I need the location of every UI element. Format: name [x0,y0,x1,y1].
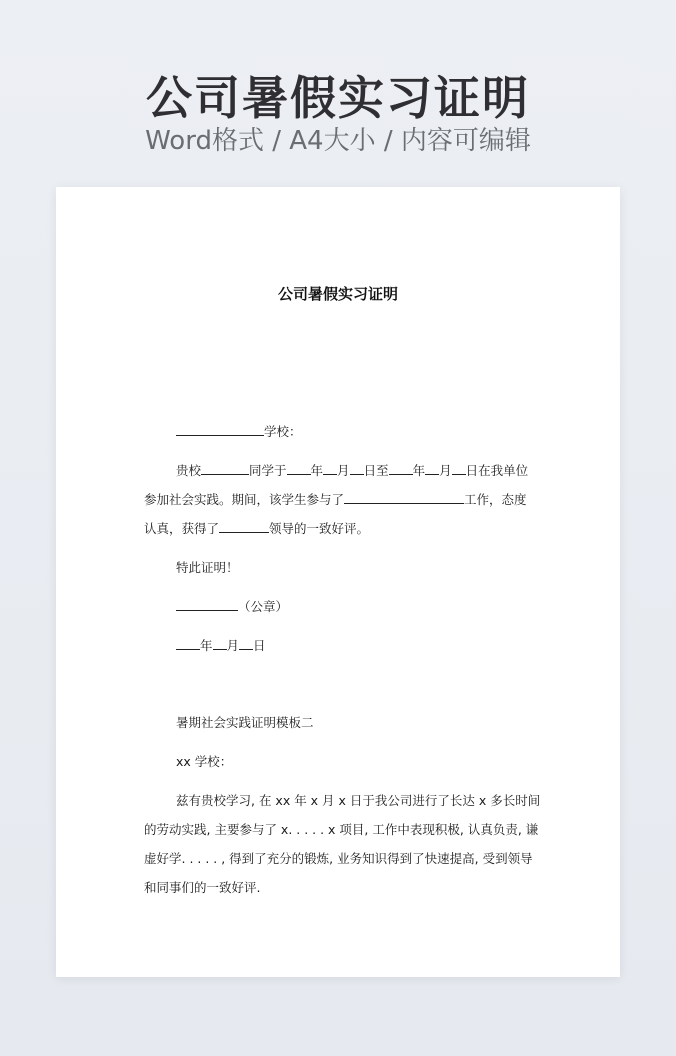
text-year2: 年 [412,463,426,478]
date-month: 月 [226,638,240,653]
blank-day2 [452,462,466,475]
seal-text: （公章） [238,599,289,614]
seal-blank [176,598,238,611]
document-page [56,187,620,977]
text-guixiao: 贵校 [176,463,202,478]
section2-school: xx 学校： [176,754,233,769]
blank-month2 [425,462,439,475]
document-body [144,417,541,902]
blank-year1 [287,462,311,475]
seal-line [144,592,528,621]
text-line2a: 参加社会实践。期间，该学生参与了 [144,492,345,507]
text-month1: 月 [337,463,350,478]
section2-heading: 暑期社会实践证明模板二 [176,715,314,730]
text-tongxueyu: 同学于 [249,463,287,478]
blank-year2 [389,462,413,475]
date-blank-month [213,637,227,650]
paragraph-main [144,456,528,543]
blank-name [201,462,249,475]
date-blank-day [239,637,253,650]
date-year: 年 [200,638,213,653]
document-title: 公司暑假实习证明 [277,285,398,303]
date-blank-year [176,637,200,650]
text-line3a: 认真，获得了 [144,521,220,536]
school-line [144,417,528,446]
blank-day1 [350,462,364,475]
text-year1: 年 [310,463,324,478]
section2-line3: 虚好学. . . . . , 得到了充分的锻炼, 业务知识得到了快速提高, 受到领导 [144,851,533,866]
section2-line1: 兹有贵校学习, 在 xx 年 x 月 x 日于我公司进行了长达 x 多长时间 [176,793,541,808]
text-line2b: 工作，态度 [464,492,527,507]
text-line3b: 领导的一致好评。 [269,521,370,536]
certify-line: 特此证明！ [176,560,239,575]
school-blank [176,423,264,436]
text-tail: 日在我单位 [465,463,529,478]
banner-title: 公司暑假实习证明 [146,71,530,125]
school-suffix: 学校： [264,424,302,439]
section2-paragraph [144,786,541,902]
text-month2: 月 [439,463,452,478]
blank-work [344,491,464,504]
blank-month1 [323,462,337,475]
section2-line4: 和同事们的一致好评. [144,880,261,895]
blank-leader [219,520,269,533]
date-line [144,631,528,660]
date-day: 日 [253,638,266,653]
text-rizhi: 日至 [363,463,389,478]
banner-subtitle: Word格式 / A4大小 / 内容可编辑 [145,126,531,156]
section2-line2: 的劳动实践, 主要参与了 x. . . . . x 项目, 工作中表现积极, 认真负责, 谦 [144,822,539,837]
